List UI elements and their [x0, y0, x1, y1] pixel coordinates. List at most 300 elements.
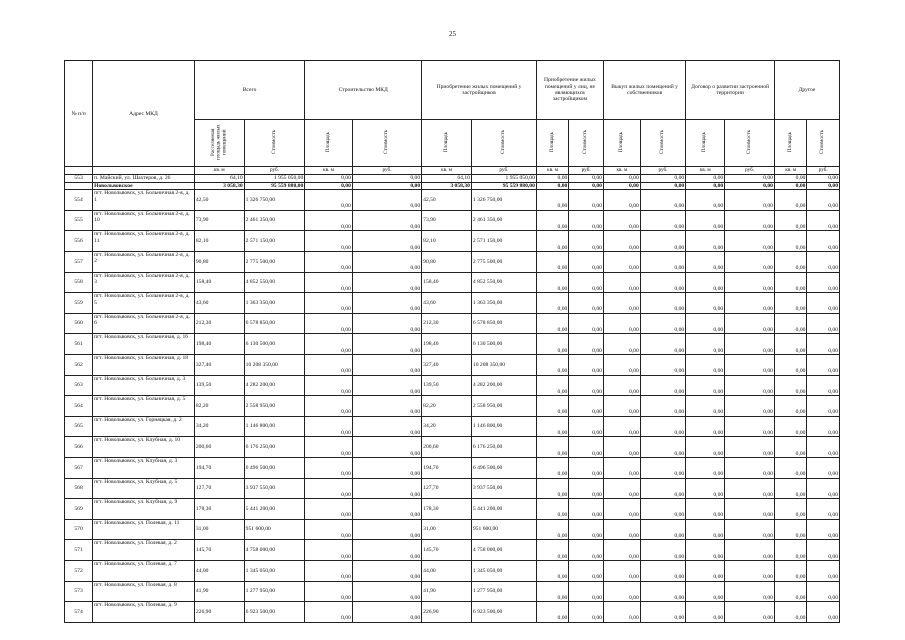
developer-area: 41,90: [422, 581, 472, 602]
zero-value: 0,00: [725, 175, 775, 182]
developer-area: 43,60: [422, 293, 472, 314]
total-cost: 2 571 150,00: [244, 231, 305, 252]
zero-value: 0,00: [536, 272, 568, 293]
zero-value: 0,00: [774, 355, 806, 376]
subheader-label: Расселяемая площадь жилых помещений: [209, 124, 228, 160]
zero-value: 0,00: [603, 175, 640, 182]
zero-value: 0,00: [725, 560, 775, 581]
zero-value: 0,00: [686, 602, 725, 623]
zero-value: 0,00: [807, 182, 840, 189]
table-row: [65, 175, 840, 182]
row-number: 553: [65, 175, 93, 182]
table-row: [65, 375, 840, 396]
cost-subheader: [352, 120, 421, 167]
developer-cost: 4 758 000,00: [471, 540, 536, 561]
construction-area: 0,00: [305, 334, 353, 355]
developer-area: 327,40: [422, 355, 472, 376]
unit-label: руб.: [352, 167, 421, 175]
subheader-label: Площадь: [548, 131, 555, 153]
zero-value: 0,00: [569, 519, 604, 540]
group-buyout: Выкуп жилых помещений у собственников: [603, 61, 685, 120]
zero-value: 0,00: [725, 334, 775, 355]
developer-area: 90,80: [422, 252, 472, 273]
zero-value: 0,00: [725, 231, 775, 252]
zero-value: 0,00: [536, 437, 568, 458]
zero-value: 0,00: [640, 519, 685, 540]
table-row: [65, 190, 840, 211]
zero-value: 0,00: [774, 252, 806, 273]
row-number: 565: [65, 416, 93, 437]
zero-value: 0,00: [725, 499, 775, 520]
row-number: 573: [65, 581, 93, 602]
row-address: пгт. Новольвовск, ул. Полевая, д. 11: [93, 519, 195, 540]
developer-area: 42,50: [422, 190, 472, 211]
total-area: 64,10: [194, 175, 244, 182]
zero-value: 0,00: [603, 396, 640, 417]
zero-value: 0,00: [725, 540, 775, 561]
group-other: Другое: [774, 61, 839, 120]
zero-value: 0,00: [536, 182, 568, 189]
table-row: [65, 560, 840, 581]
zero-value: 0,00: [569, 437, 604, 458]
construction-cost: 0,00: [352, 190, 421, 211]
construction-area: 0,00: [305, 210, 353, 231]
total-cost: 6 176 250,00: [244, 437, 305, 458]
subheader-label: Стоимость: [270, 130, 277, 154]
zero-value: 0,00: [603, 457, 640, 478]
total-cost: 2 558 950,00: [244, 396, 305, 417]
zero-value: 0,00: [603, 182, 640, 189]
row-address: пгт. Новольвовск, ул. Больничная 2-я, д. 11: [93, 231, 195, 252]
zero-value: 0,00: [807, 437, 840, 458]
unit-label: кв. м: [305, 167, 353, 175]
total-cost: 3 937 550,00: [244, 478, 305, 499]
zero-value: 0,00: [807, 355, 840, 376]
construction-cost: 0,00: [352, 272, 421, 293]
row-number: 567: [65, 457, 93, 478]
row-number: 571: [65, 540, 93, 561]
zero-value: 0,00: [686, 355, 725, 376]
table-row: [65, 231, 840, 252]
developer-area: 3 058,30: [422, 182, 472, 189]
zero-value: 0,00: [536, 190, 568, 211]
row-number: 556: [65, 231, 93, 252]
zero-value: 0,00: [536, 540, 568, 561]
total-area: 158,40: [194, 272, 244, 293]
construction-area: 0,00: [305, 231, 353, 252]
table-row: [65, 581, 840, 602]
table-row: [65, 293, 840, 314]
zero-value: 0,00: [603, 581, 640, 602]
developer-cost: 1 146 800,00: [471, 416, 536, 437]
row-number: 570: [65, 519, 93, 540]
unit-label: кв. м: [774, 167, 806, 175]
zero-value: 0,00: [640, 313, 685, 334]
zero-value: 0,00: [725, 519, 775, 540]
unit-empty: [65, 167, 93, 175]
unit-label: кв. м: [686, 167, 725, 175]
table-row: [65, 272, 840, 293]
zero-value: 0,00: [686, 313, 725, 334]
zero-value: 0,00: [569, 478, 604, 499]
construction-area: 0,00: [305, 499, 353, 520]
total-area: 43,60: [194, 293, 244, 314]
zero-value: 0,00: [807, 540, 840, 561]
total-cost: 4 852 550,00: [244, 272, 305, 293]
row-address: пгт. Новольвовск, ул. Больничная, д. 18: [93, 355, 195, 376]
developer-cost: 1 955 050,00: [471, 175, 536, 182]
zero-value: 0,00: [536, 519, 568, 540]
construction-area: 0,00: [305, 478, 353, 499]
subheader-label: Площадь: [324, 131, 331, 153]
zero-value: 0,00: [569, 416, 604, 437]
subheader-label: Стоимость: [500, 130, 507, 154]
zero-value: 0,00: [640, 252, 685, 273]
area-subheader: [194, 120, 244, 167]
total-area: 41,90: [194, 581, 244, 602]
zero-value: 0,00: [536, 581, 568, 602]
zero-value: 0,00: [725, 457, 775, 478]
row-address: пгт. Новольвовск, ул. Больничная 2-я, д. 5: [93, 293, 195, 314]
construction-cost: 0,00: [352, 581, 421, 602]
developer-cost: 951 600,00: [471, 519, 536, 540]
col-num-header: № п/п: [65, 61, 93, 167]
zero-value: 0,00: [807, 175, 840, 182]
construction-cost: 0,00: [352, 210, 421, 231]
zero-value: 0,00: [774, 272, 806, 293]
developer-cost: 6 923 500,00: [471, 602, 536, 623]
construction-cost: 0,00: [352, 416, 421, 437]
zero-value: 0,00: [774, 581, 806, 602]
cost-subheader: [640, 120, 685, 167]
zero-value: 0,00: [686, 416, 725, 437]
zero-value: 0,00: [640, 437, 685, 458]
zero-value: 0,00: [536, 416, 568, 437]
total-area: 34,20: [194, 416, 244, 437]
total-area: 127,70: [194, 478, 244, 499]
zero-value: 0,00: [807, 560, 840, 581]
zero-value: 0,00: [640, 334, 685, 355]
developer-cost: 6 130 500,00: [471, 334, 536, 355]
zero-value: 0,00: [807, 499, 840, 520]
zero-value: 0,00: [774, 231, 806, 252]
zero-value: 0,00: [725, 581, 775, 602]
zero-value: 0,00: [725, 375, 775, 396]
zero-value: 0,00: [807, 581, 840, 602]
total-area: 226,90: [194, 602, 244, 623]
unit-label: руб.: [569, 167, 604, 175]
zero-value: 0,00: [569, 252, 604, 273]
zero-value: 0,00: [686, 175, 725, 182]
construction-cost: 0,00: [352, 313, 421, 334]
zero-value: 0,00: [603, 437, 640, 458]
developer-cost: 2 775 500,00: [471, 252, 536, 273]
zero-value: 0,00: [774, 396, 806, 417]
zero-value: 0,00: [603, 190, 640, 211]
zero-value: 0,00: [536, 313, 568, 334]
developer-cost: 5 441 200,00: [471, 499, 536, 520]
table-row: [65, 416, 840, 437]
row-address: пгт. Новольвовск, ул. Больничная 2-я, д. 1: [93, 190, 195, 211]
table-row: [65, 210, 840, 231]
row-address: пгт. Новольвовск, ул. Горняцкая, д. 2: [93, 416, 195, 437]
developer-area: 178,30: [422, 499, 472, 520]
construction-area: 0,00: [305, 560, 353, 581]
developer-area: 212,30: [422, 313, 472, 334]
zero-value: 0,00: [569, 540, 604, 561]
zero-value: 0,00: [686, 334, 725, 355]
zero-value: 0,00: [774, 540, 806, 561]
zero-value: 0,00: [640, 602, 685, 623]
area-subheader: [305, 120, 353, 167]
zero-value: 0,00: [686, 252, 725, 273]
zero-value: 0,00: [686, 396, 725, 417]
zero-value: 0,00: [640, 457, 685, 478]
construction-area: 0,00: [305, 252, 353, 273]
zero-value: 0,00: [774, 175, 806, 182]
row-address: пгт. Новольвовск, ул. Клубная, д. 5: [93, 478, 195, 499]
construction-cost: 0,00: [352, 478, 421, 499]
zero-value: 0,00: [774, 293, 806, 314]
zero-value: 0,00: [807, 519, 840, 540]
zero-value: 0,00: [807, 313, 840, 334]
zero-value: 0,00: [536, 293, 568, 314]
zero-value: 0,00: [603, 355, 640, 376]
total-area: 327,40: [194, 355, 244, 376]
developer-area: 82,20: [422, 396, 472, 417]
zero-value: 0,00: [725, 355, 775, 376]
area-subheader: [603, 120, 640, 167]
zero-value: 0,00: [603, 560, 640, 581]
zero-value: 0,00: [536, 396, 568, 417]
construction-area: 0,00: [305, 182, 353, 189]
zero-value: 0,00: [807, 252, 840, 273]
cost-subheader: [725, 120, 775, 167]
developer-cost: 3 937 550,00: [471, 478, 536, 499]
construction-area: 0,00: [305, 437, 353, 458]
total-area: 194,70: [194, 457, 244, 478]
construction-cost: 0,00: [352, 519, 421, 540]
unit-label: кв. м: [422, 167, 472, 175]
zero-value: 0,00: [536, 560, 568, 581]
developer-cost: 1 326 750,00: [471, 190, 536, 211]
zero-value: 0,00: [603, 293, 640, 314]
row-address: пгт. Новольвовск, ул. Больничная, д. 5: [93, 396, 195, 417]
zero-value: 0,00: [603, 334, 640, 355]
zero-value: 0,00: [603, 272, 640, 293]
zero-value: 0,00: [603, 540, 640, 561]
total-cost: 1 326 750,00: [244, 190, 305, 211]
zero-value: 0,00: [725, 210, 775, 231]
zero-value: 0,00: [603, 210, 640, 231]
construction-cost: 0,00: [352, 355, 421, 376]
row-address: пгт. Новольвовск, ул. Клубная, д. 3: [93, 457, 195, 478]
developer-area: 64,10: [422, 175, 472, 182]
construction-area: 0,00: [305, 190, 353, 211]
zero-value: 0,00: [774, 182, 806, 189]
unit-label: кв. м: [194, 167, 244, 175]
zero-value: 0,00: [686, 375, 725, 396]
row-number: 574: [65, 602, 93, 623]
zero-value: 0,00: [536, 231, 568, 252]
construction-cost: 0,00: [352, 560, 421, 581]
zero-value: 0,00: [686, 560, 725, 581]
construction-area: 0,00: [305, 540, 353, 561]
row-address: пгт. Новольвовск, ул. Больничная, д. 3: [93, 375, 195, 396]
zero-value: 0,00: [640, 581, 685, 602]
zero-value: 0,00: [686, 210, 725, 231]
developer-cost: 95 559 880,00: [471, 182, 536, 189]
zero-value: 0,00: [807, 334, 840, 355]
developer-cost: 6 176 250,00: [471, 437, 536, 458]
total-area: 200,60: [194, 437, 244, 458]
developer-area: 34,20: [422, 416, 472, 437]
zero-value: 0,00: [807, 396, 840, 417]
construction-area: 0,00: [305, 416, 353, 437]
zero-value: 0,00: [807, 190, 840, 211]
construction-cost: 0,00: [352, 540, 421, 561]
cost-subheader: [471, 120, 536, 167]
zero-value: 0,00: [640, 210, 685, 231]
zero-value: 0,00: [640, 175, 685, 182]
total-cost: 6 496 500,00: [244, 457, 305, 478]
group-non-developer: Приобретение жилых помещений у лиц, не являющихся застройщиком: [536, 61, 603, 120]
table-row: [65, 334, 840, 355]
developer-area: 194,70: [422, 457, 472, 478]
table-row: [65, 313, 840, 334]
row-address: пгт. Новольвовск, ул. Больничная 2-я, д. 3: [93, 272, 195, 293]
zero-value: 0,00: [569, 355, 604, 376]
developer-area: 127,70: [422, 478, 472, 499]
row-address: пгт. Новольвовск, ул. Больничная 2-я, д. 2: [93, 252, 195, 273]
zero-value: 0,00: [774, 519, 806, 540]
area-subheader: [536, 120, 568, 167]
zero-value: 0,00: [640, 540, 685, 561]
row-number: 561: [65, 334, 93, 355]
zero-value: 0,00: [807, 478, 840, 499]
row-address: пгт. Новольвовск, ул. Больничная 2-я, д. 6: [93, 313, 195, 334]
zero-value: 0,00: [774, 416, 806, 437]
developer-area: 44,00: [422, 560, 472, 581]
zero-value: 0,00: [569, 272, 604, 293]
developer-area: 31,00: [422, 519, 472, 540]
zero-value: 0,00: [569, 499, 604, 520]
developer-area: 73,90: [422, 210, 472, 231]
zero-value: 0,00: [686, 540, 725, 561]
zero-value: 0,00: [725, 478, 775, 499]
total-area: 82,20: [194, 396, 244, 417]
construction-cost: 0,00: [352, 182, 421, 189]
total-cost: 2 775 500,00: [244, 252, 305, 273]
developer-cost: 1 277 950,00: [471, 581, 536, 602]
zero-value: 0,00: [640, 375, 685, 396]
zero-value: 0,00: [603, 519, 640, 540]
table-row: [65, 519, 840, 540]
zero-value: 0,00: [807, 457, 840, 478]
unit-empty: [93, 167, 195, 175]
construction-area: 0,00: [305, 375, 353, 396]
developer-area: 198,40: [422, 334, 472, 355]
zero-value: 0,00: [603, 416, 640, 437]
zero-value: 0,00: [569, 396, 604, 417]
construction-cost: 0,00: [352, 437, 421, 458]
zero-value: 0,00: [640, 499, 685, 520]
zero-value: 0,00: [536, 210, 568, 231]
subheader-label: Площадь: [701, 131, 708, 153]
zero-value: 0,00: [569, 375, 604, 396]
total-cost: 95 559 880,00: [244, 182, 305, 189]
zero-value: 0,00: [686, 231, 725, 252]
total-area: 31,00: [194, 519, 244, 540]
total-cost: 10 208 350,00: [244, 355, 305, 376]
zero-value: 0,00: [640, 272, 685, 293]
unit-label: руб.: [244, 167, 305, 175]
developer-area: 82,10: [422, 231, 472, 252]
construction-area: 0,00: [305, 355, 353, 376]
developer-cost: 4 282 200,00: [471, 375, 536, 396]
unit-label: руб.: [725, 167, 775, 175]
row-address: п. Майский, ул. Шахтеров, д. 26: [93, 175, 195, 182]
zero-value: 0,00: [536, 375, 568, 396]
row-address: Новольвовское: [93, 182, 195, 189]
zero-value: 0,00: [569, 182, 604, 189]
unit-label: кв. м: [536, 167, 568, 175]
row-address: пгт. Новольвовск, ул. Полевая, д. 9: [93, 602, 195, 623]
zero-value: 0,00: [569, 457, 604, 478]
page-number: 25: [449, 30, 456, 38]
total-area: 3 058,30: [194, 182, 244, 189]
construction-cost: 0,00: [352, 231, 421, 252]
zero-value: 0,00: [569, 602, 604, 623]
zero-value: 0,00: [603, 231, 640, 252]
developer-cost: 10 208 350,00: [471, 355, 536, 376]
total-cost: 4 758 000,00: [244, 540, 305, 561]
zero-value: 0,00: [725, 182, 775, 189]
group-developer: Приобретение жилых помещений у застройщиков: [422, 61, 537, 120]
zero-value: 0,00: [640, 396, 685, 417]
area-subheader: [686, 120, 725, 167]
total-cost: 1 363 350,00: [244, 293, 305, 314]
zero-value: 0,00: [569, 190, 604, 211]
zero-value: 0,00: [536, 457, 568, 478]
construction-cost: 0,00: [352, 499, 421, 520]
zero-value: 0,00: [640, 293, 685, 314]
zero-value: 0,00: [640, 190, 685, 211]
zero-value: 0,00: [536, 175, 568, 182]
zero-value: 0,00: [569, 334, 604, 355]
zero-value: 0,00: [774, 313, 806, 334]
total-area: 212,30: [194, 313, 244, 334]
row-number: 562: [65, 355, 93, 376]
group-construction: Строительство МКД: [305, 61, 422, 120]
row-address: пгт. Новольвовск, ул. Больничная 2-я, д. 10: [93, 210, 195, 231]
developer-cost: 2 558 950,00: [471, 396, 536, 417]
zero-value: 0,00: [725, 602, 775, 623]
zero-value: 0,00: [569, 210, 604, 231]
subheader-label: Стоимость: [659, 130, 666, 154]
zero-value: 0,00: [603, 252, 640, 273]
table-row: [65, 478, 840, 499]
total-area: 178,30: [194, 499, 244, 520]
total-cost: 6 923 500,00: [244, 602, 305, 623]
table-row: [65, 499, 840, 520]
row-address: пгт. Новольвовск, ул. Больничная, д. 16: [93, 334, 195, 355]
zero-value: 0,00: [536, 334, 568, 355]
subheader-label: Стоимость: [819, 130, 826, 154]
zero-value: 0,00: [774, 210, 806, 231]
construction-area: 0,00: [305, 457, 353, 478]
row-address: пгт. Новольвовск, ул. Полевая, д. 2: [93, 540, 195, 561]
